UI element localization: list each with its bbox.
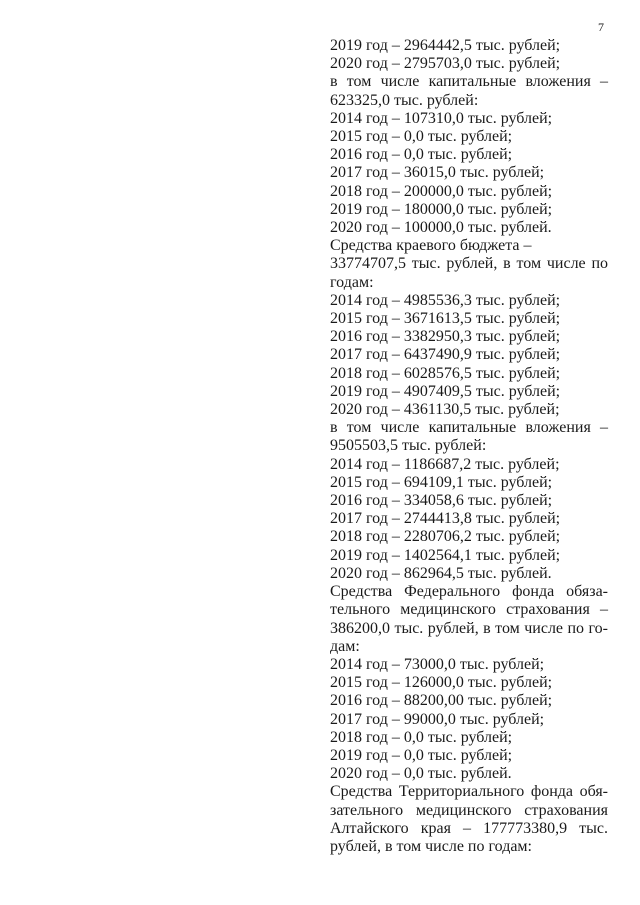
text-line: в том числе капитальные вложения – (330, 73, 608, 91)
text-line: 2017 год – 2744413,8 тыс. рублей; (330, 510, 561, 528)
text-line: рублей, в том числе по годам: (330, 837, 532, 855)
text-line: 2014 год – 1186687,2 тыс. рублей; (330, 455, 560, 473)
text-line: Средства краевого бюджета – (330, 237, 532, 255)
text-line: 2015 год – 126000,0 тыс. рублей; (330, 674, 553, 692)
document-body (330, 37, 608, 856)
text-line: 2014 год – 107310,0 тыс. рублей; (330, 109, 553, 127)
text-line: 2019 год – 0,0 тыс. рублей; (330, 746, 513, 764)
text-line: 2015 год – 694109,1 тыс. рублей; (330, 473, 553, 491)
text-line: Средства Федерального фонда обяза- (330, 583, 608, 601)
text-line: 2020 год – 0,0 тыс. рублей. (330, 765, 512, 783)
page-number: 7 (598, 20, 604, 34)
text-line: 2018 год – 200000,0 тыс. рублей; (330, 182, 553, 200)
text-line: 2016 год – 0,0 тыс. рублей; (330, 146, 513, 164)
text-line: 623325,0 тыс. рублей: (330, 91, 479, 109)
text-line: Алтайского края – 177773380,9 тыс. (330, 819, 608, 837)
text-line: 2016 год – 88200,00 тыс. рублей; (330, 692, 553, 710)
text-line: Средства Территориального фонда обя- (330, 783, 608, 801)
text-line: дам: (330, 637, 360, 655)
text-line: тельного медицинского страхования – (330, 601, 608, 619)
text-line: 2019 год – 2964442,5 тыс. рублей; (330, 37, 561, 54)
text-line: 2014 год – 73000,0 тыс. рублей; (330, 655, 545, 673)
text-line: зательного медицинского страхования (330, 801, 608, 819)
text-line: 2017 год – 99000,0 тыс. рублей; (330, 710, 545, 728)
text-line: 2020 год – 862964,5 тыс. рублей. (330, 564, 552, 582)
text-line: 33774707,5 тыс. рублей, в том числе по (330, 255, 608, 273)
text-line: 2015 год – 3671613,5 тыс. рублей; (330, 310, 561, 328)
text-line: 2020 год – 100000,0 тыс. рублей. (330, 219, 552, 237)
text-line: 2018 год – 2280706,2 тыс. рублей; (330, 528, 561, 546)
text-line: 2016 год – 334058,6 тыс. рублей; (330, 492, 553, 510)
text-line: 2019 год – 1402564,1 тыс. рублей; (330, 546, 561, 564)
text-line: 2017 год – 6437490,9 тыс. рублей; (330, 346, 561, 364)
text-line: 386200,0 тыс. рублей, в том числе по го- (330, 619, 608, 637)
text-line: в том числе капитальные вложения – (330, 419, 608, 437)
text-line: годам: (330, 273, 374, 291)
text-line: 2020 год – 4361130,5 тыс. рублей; (330, 401, 560, 419)
text-line: 2017 год – 36015,0 тыс. рублей; (330, 164, 545, 182)
text-line: 2019 год – 4907409,5 тыс. рублей; (330, 382, 561, 400)
text-line: 2020 год – 2795703,0 тыс. рублей; (330, 55, 561, 73)
text-line: 2018 год – 0,0 тыс. рублей; (330, 728, 513, 746)
text-line: 2016 год – 3382950,3 тыс. рублей; (330, 328, 561, 346)
text-line: 2014 год – 4985536,3 тыс. рублей; (330, 291, 561, 309)
text-line: 2015 год – 0,0 тыс. рублей; (330, 128, 513, 146)
text-line: 2019 год – 180000,0 тыс. рублей; (330, 200, 553, 218)
text-line: 2018 год – 6028576,5 тыс. рублей; (330, 364, 561, 382)
text-line: 9505503,5 тыс. рублей: (330, 437, 487, 455)
